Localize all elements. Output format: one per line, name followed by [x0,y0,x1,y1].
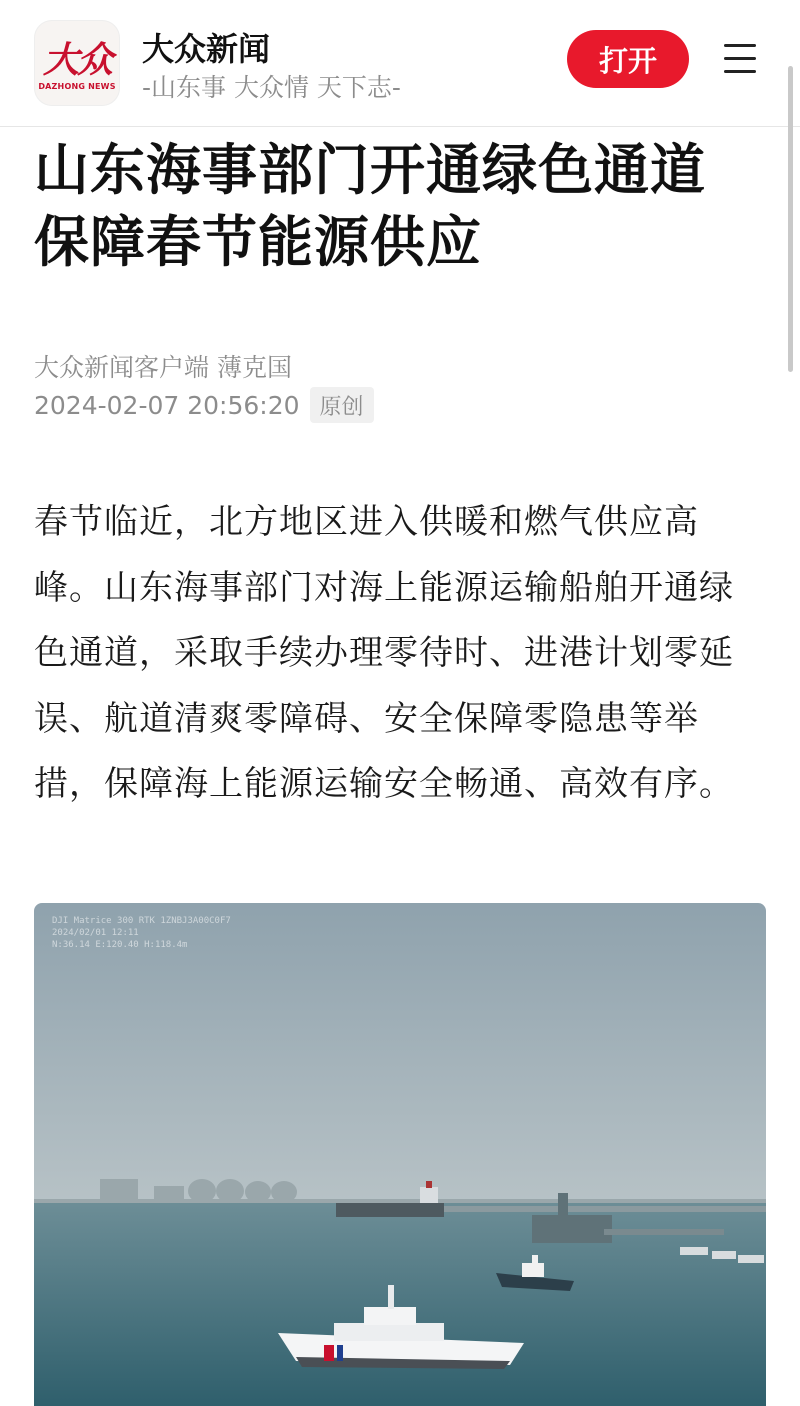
watermark-line: N:36.14 E:120.40 H:118.4m [52,940,188,950]
menu-line [724,57,756,60]
article-title: 山东海事部门开通绿色通道保障春节能源供应 [34,138,707,274]
app-header [0,0,800,127]
article-meta [34,386,374,424]
watermark-line: 2024/02/01 12:11 [52,928,139,938]
article-photo[interactable] [34,903,766,1406]
menu-line [724,44,756,47]
logo-mark: 大众 [42,39,111,81]
open-app-button[interactable]: 打开 [567,30,689,88]
app-logo[interactable] [34,20,120,106]
harbor-photo-illustration [34,903,766,1406]
article-paragraph: 春节临近，北方地区进入供暖和燃气供应高峰。山东海事部门对海上能源运输船舶开通绿色通道，采取手续办理零待时、进港计划零延误、航道清爽零障碍、安全保障零隐患等举措，保障海上能源运输安全畅通、高效有序。 [34,502,734,804]
photo-watermark [52,915,231,951]
original-badge: 原创 [310,387,374,423]
app-name: 大众新闻 [142,30,271,68]
scrollbar-thumb[interactable] [788,66,793,372]
logo-subtext: DAZHONG NEWS [38,82,116,91]
publish-time: 2024-02-07 20:56:20 [34,390,300,420]
menu-line [724,70,756,73]
watermark-line: DJI Matrice 300 RTK 1ZNBJ3A00C0F7 [52,916,231,926]
article-byline: 大众新闻客户端 薄克国 [34,353,292,382]
hamburger-icon[interactable] [724,44,756,74]
app-slogan: -山东事 大众情 天下志- [142,73,401,102]
